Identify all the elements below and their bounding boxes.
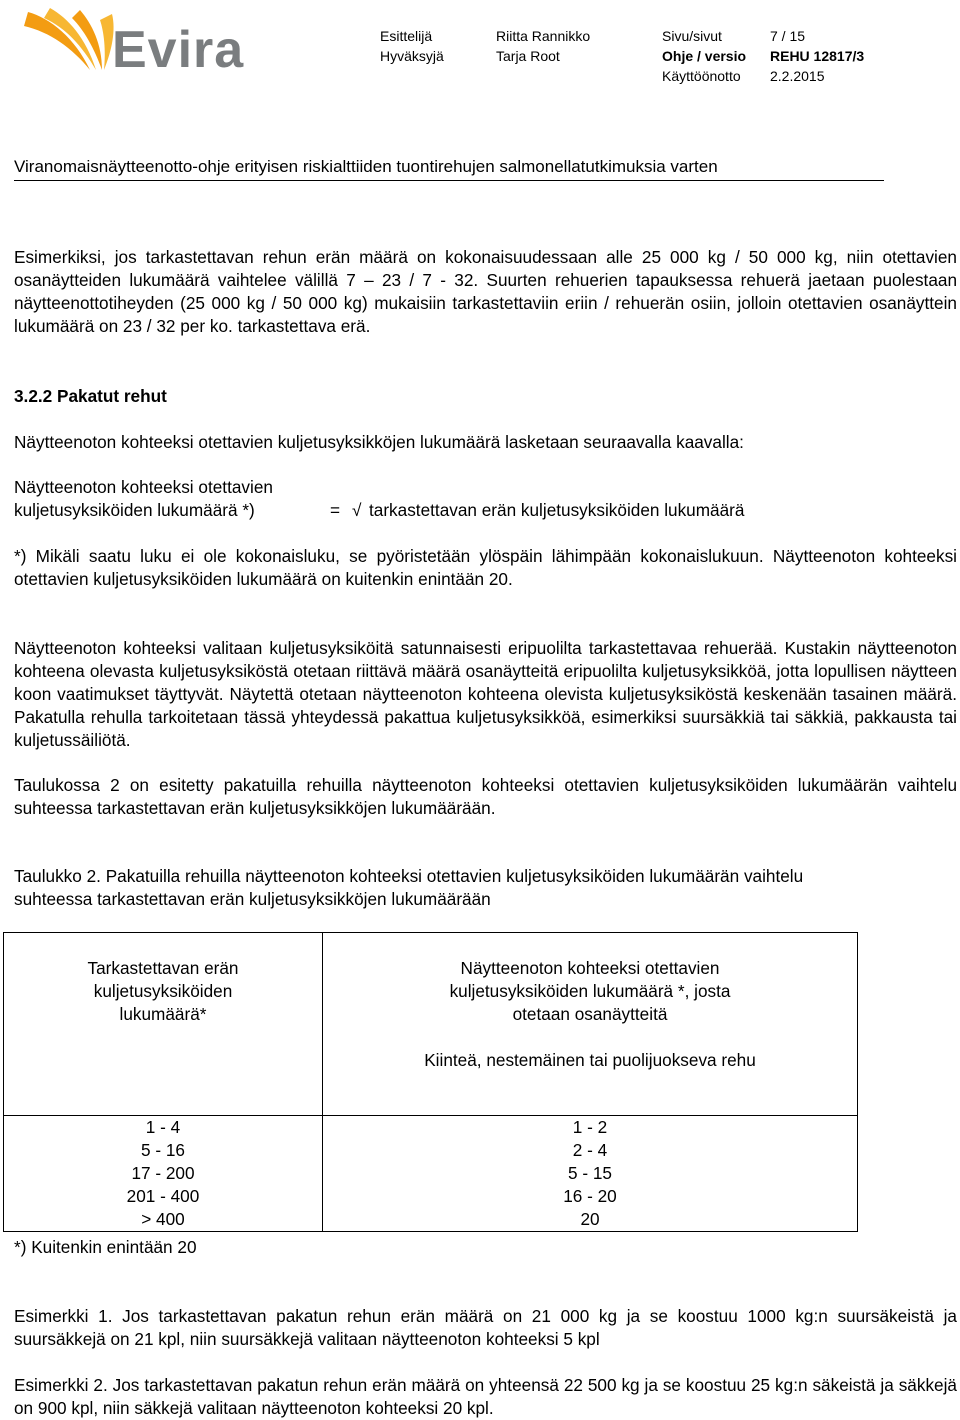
esittelija-label: Esittelijä — [380, 28, 433, 44]
table-header-col1-line: Tarkastettavan erän — [87, 958, 239, 978]
sivut-value: 7 / 15 — [770, 28, 806, 44]
paragraph-example: Esimerkiksi, jos tarkastettavan rehun erän määrä on kokonaisuudessaan alle 25 000 kg / 50 000 kg, niin otettavien osanäytteiden lukumäärä vaihtelee välillä 7 – 23 / 7 - 32. Suurten rehuerien tapauksessa rehuerä jaetaan puolestaan näytteenottotiheyden (25 000 kg / 50 000 kg) mukaisiin tarkastettaviin eriin / rehuerän osiin, jolloin otettavien osanäyttein lukumäärä on 23 / 32 per ko. tarkastettava erä. — [14, 247, 957, 336]
formula-equals: = — [330, 500, 341, 520]
hyvaksyja-label: Hyväksyjä — [380, 48, 444, 64]
formula-left-line-2: kuljetusyksiköiden lukumäärä *) — [14, 500, 255, 520]
ohje-label: Ohje / versio — [662, 48, 747, 64]
kayttoonotto-label: Käyttöönotto — [662, 68, 741, 84]
table-row — [4, 1116, 858, 1232]
hyvaksyja-value: Tarja Root — [496, 48, 560, 64]
paragraph-table-reference: Taulukossa 2 on esitetty pakatuilla rehuilla näytteenoton kohteeksi otettavien kuljetusyksiköiden lukumäärän vaihtelu suhteessa tarkastettavan erän kuljetusyksikköjen lukumäärään. — [14, 775, 957, 818]
table-cell-value: 5 - 16 — [141, 1140, 185, 1160]
formula-left-line-1: Näytteenoton kohteeksi otettavien — [14, 477, 273, 497]
table-cell-col2 — [323, 1116, 858, 1232]
section-heading: 3.2.2 Pakatut rehut — [14, 386, 167, 406]
table-cell-value: 2 - 4 — [572, 1140, 608, 1160]
document-title: Viranomaisnäytteenotto-ohje erityisen riskialttiiden tuontirehujen salmonellatutkimuksia varten — [14, 154, 884, 181]
table-header-col2 — [323, 933, 858, 1116]
table-cell-value: 16 - 20 — [563, 1186, 617, 1206]
formula-sqrt-symbol: √ — [352, 500, 362, 520]
table-header-col2-line: otetaan osanäytteitä — [512, 1004, 668, 1024]
table-header-col1-line: lukumäärä* — [119, 1004, 207, 1024]
sampling-table — [3, 932, 858, 1232]
evira-logo-text: Evira — [112, 21, 245, 79]
table-header-row — [4, 933, 858, 1116]
formula-right: tarkastettavan erän kuljetusyksiköiden lukumäärä — [369, 500, 745, 520]
table-header-col2-subheader: Kiinteä, nestemäinen tai puolijuokseva rehu — [424, 1050, 756, 1070]
table-cell-value: 1 - 2 — [572, 1117, 608, 1137]
paragraph-sampling: Näytteenoton kohteeksi valitaan kuljetusyksiköitä satunnaisesti eripuolilta tarkastettavaa rehuerää. Kustakin näytteenoton kohteena olevasta kuljetusyksiköstä otetaan riittävä määrä osanäytteitä eripuolilta kuljetusyksikköä, jotta lopullisen näytteen koon vaatimukset täyttyvät. Näytettä otetaan näytteenoton kohteena olevista kuljetusyksiköstä keskenään tasainen määrä. Pakatulla rehulla tarkoitetaan tässä yhteydessä pakattua kuljetusyksikköä, esimerkiksi suursäkkiä tai säkkiä, pakkausta tai kuljetussäiliötä. — [14, 638, 957, 750]
table-header-col1-line: kuljetusyksiköiden — [93, 981, 233, 1001]
table-cell-value: 201 - 400 — [126, 1186, 200, 1206]
kayttoonotto-value: 2.2.2015 — [770, 68, 825, 84]
table-header-col2-line: kuljetusyksiköiden lukumäärä *, josta — [449, 981, 731, 1001]
table-header-col2-line: Näytteenoton kohteeksi otettavien — [460, 958, 720, 978]
example-2: Esimerkki 2. Jos tarkastettavan pakatun rehun erän määrä on yhteensä 22 500 kg ja se koostuu 25 kg:n säkeistä ja säkkejä on 900 kpl, niin säkkejä valitaan näytteenoton kohteeksi 20 kpl. — [14, 1375, 957, 1418]
table-cell-value: > 400 — [141, 1209, 185, 1229]
table-header-col1 — [4, 933, 323, 1116]
table-cell-value: 20 — [580, 1209, 600, 1229]
table-caption: Taulukko 2. Pakatuilla rehuilla näytteenoton kohteeksi otettavien kuljetusyksiköiden lukumäärän vaihtelu suhteessa tarkastettavan erän kuljetusyksikköjen lukumäärään — [14, 866, 804, 909]
paragraph-formula-intro: Näytteenoton kohteeksi otettavien kuljetusyksikköjen lukumäärä lasketaan seuraavalla kaavalla: — [14, 432, 744, 452]
ohje-value: REHU 12817/3 — [770, 48, 865, 64]
table-cell-value: 17 - 200 — [131, 1163, 195, 1183]
sivut-label: Sivu/sivut — [662, 28, 722, 44]
example-1: Esimerkki 1. Jos tarkastettavan pakatun rehun erän määrä on 21 000 kg ja se koostuu 1000 kg:n suursäkeistä ja suursäkkejä on 21 kpl, niin suursäkkejä valitaan näytteenoton kohteeksi 5 kpl — [14, 1306, 957, 1349]
table-cell-value: 5 - 15 — [568, 1163, 612, 1183]
table-cell-col1 — [4, 1116, 323, 1232]
table-footnote: *) Kuitenkin enintään 20 — [14, 1237, 197, 1257]
table-cell-value: 1 - 4 — [145, 1117, 181, 1137]
esittelija-value: Riitta Rannikko — [496, 28, 591, 44]
paragraph-rounding-note: *) Mikäli saatu luku ei ole kokonaisluku, se pyöristetään ylöspäin lähimpään kokonaislukuun. Näytteenoton kohteeksi otettavien kuljetusyksiköiden lukumäärä on kuitenkin enintään 20. — [14, 546, 957, 589]
